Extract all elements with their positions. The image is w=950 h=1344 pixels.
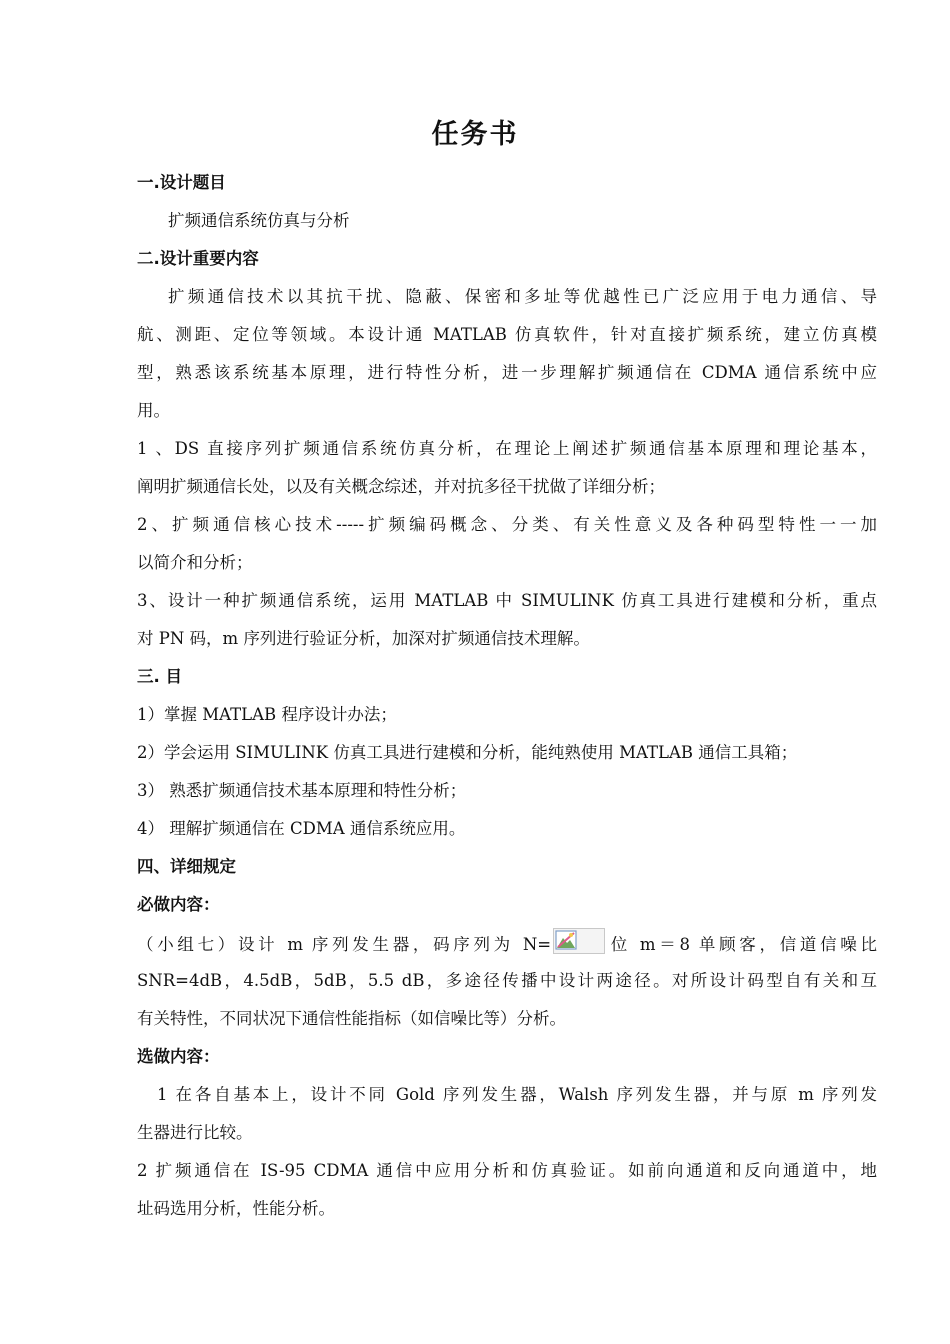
required-line: 有关特性，不同状况下通信性能指标（如信噪比等）分析。 (137, 1009, 566, 1028)
goal-item: 4） 理解扩频通信在 CDMA 通信系统应用。 (137, 819, 466, 838)
section-heading-3: 三. 目 (137, 667, 183, 686)
paragraph-line: 型，熟悉该系统基本原理，进行特性分析，进一步理解扩频通信在 CDMA 通信系统中应 (137, 363, 877, 382)
section-heading-4: 四、详细规定 (137, 857, 236, 876)
paragraph-line: 用。 (137, 401, 170, 420)
list-item-line: 2、扩频通信核心技术-----扩频编码概念、分类、有关性意义及各种码型特性一一加 (137, 515, 877, 534)
goal-item: 1）掌握 MATLAB 程序设计办法； (137, 705, 397, 724)
page-title: 任务书 (431, 119, 519, 150)
required-text-b: 位 m＝8 单顾客，信道信噪比 (607, 935, 877, 954)
broken-image-icon (553, 928, 605, 954)
optional-heading: 选做内容： (137, 1047, 220, 1066)
list-item-line: 1 、DS 直接序列扩频通信系统仿真分析，在理论上阐述扩频通信基本原理和理论基本， (137, 439, 877, 458)
required-heading: 必做内容： (137, 895, 220, 914)
required-line: SNR=4dB，4.5dB，5dB，5.5 dB，多途径传播中设计两途径。对所设计码型自有关和互 (137, 971, 877, 990)
optional-line: 1 在各自基本上，设计不同 Gold 序列发生器，Walsh 序列发生器，并与原 m 序列发 (157, 1085, 877, 1104)
document-body (137, 168, 877, 1232)
section-heading-2: 二.设计重要内容 (137, 249, 259, 268)
section-heading-1: 一.设计题目 (137, 173, 226, 192)
optional-line: 址码选用分析，性能分析。 (137, 1199, 335, 1218)
paragraph-line: 扩频通信技术以其抗干扰、隐蔽、保密和多址等优越性已广泛应用于电力通信、导 (168, 287, 877, 306)
list-item-line: 以简介和分析； (137, 553, 253, 572)
design-topic: 扩频通信系统仿真与分析 (168, 211, 350, 230)
goal-item: 3） 熟悉扩频通信技术基本原理和特性分析； (137, 781, 467, 800)
paragraph-line: 航、测距、定位等领域。本设计通 MATLAB 仿真软件，针对直接扩频系统，建立仿真模 (137, 325, 877, 344)
list-item-line: 阐明扩频通信长处，以及有关概念综述，并对抗多径干扰做了详细分析； (137, 477, 665, 496)
list-item-line: 3、设计一种扩频通信系统，运用 MATLAB 中 SIMULINK 仿真工具进行建模和分析，重点 (137, 591, 877, 610)
required-text-a: （小组七）设计 m 序列发生器，码序列为 N= (137, 935, 552, 954)
required-line (137, 928, 877, 966)
list-item-line: 对 PN 码，m 序列进行验证分析，加深对扩频通信技术理解。 (137, 629, 590, 648)
optional-line: 生器进行比较。 (137, 1123, 253, 1142)
optional-line: 2 扩频通信在 IS-95 CDMA 通信中应用分析和仿真验证。如前向通道和反向通道中，地 (137, 1161, 877, 1180)
goal-item: 2）学会运用 SIMULINK 仿真工具进行建模和分析，能纯熟使用 MATLAB 通信工具箱； (137, 743, 798, 762)
